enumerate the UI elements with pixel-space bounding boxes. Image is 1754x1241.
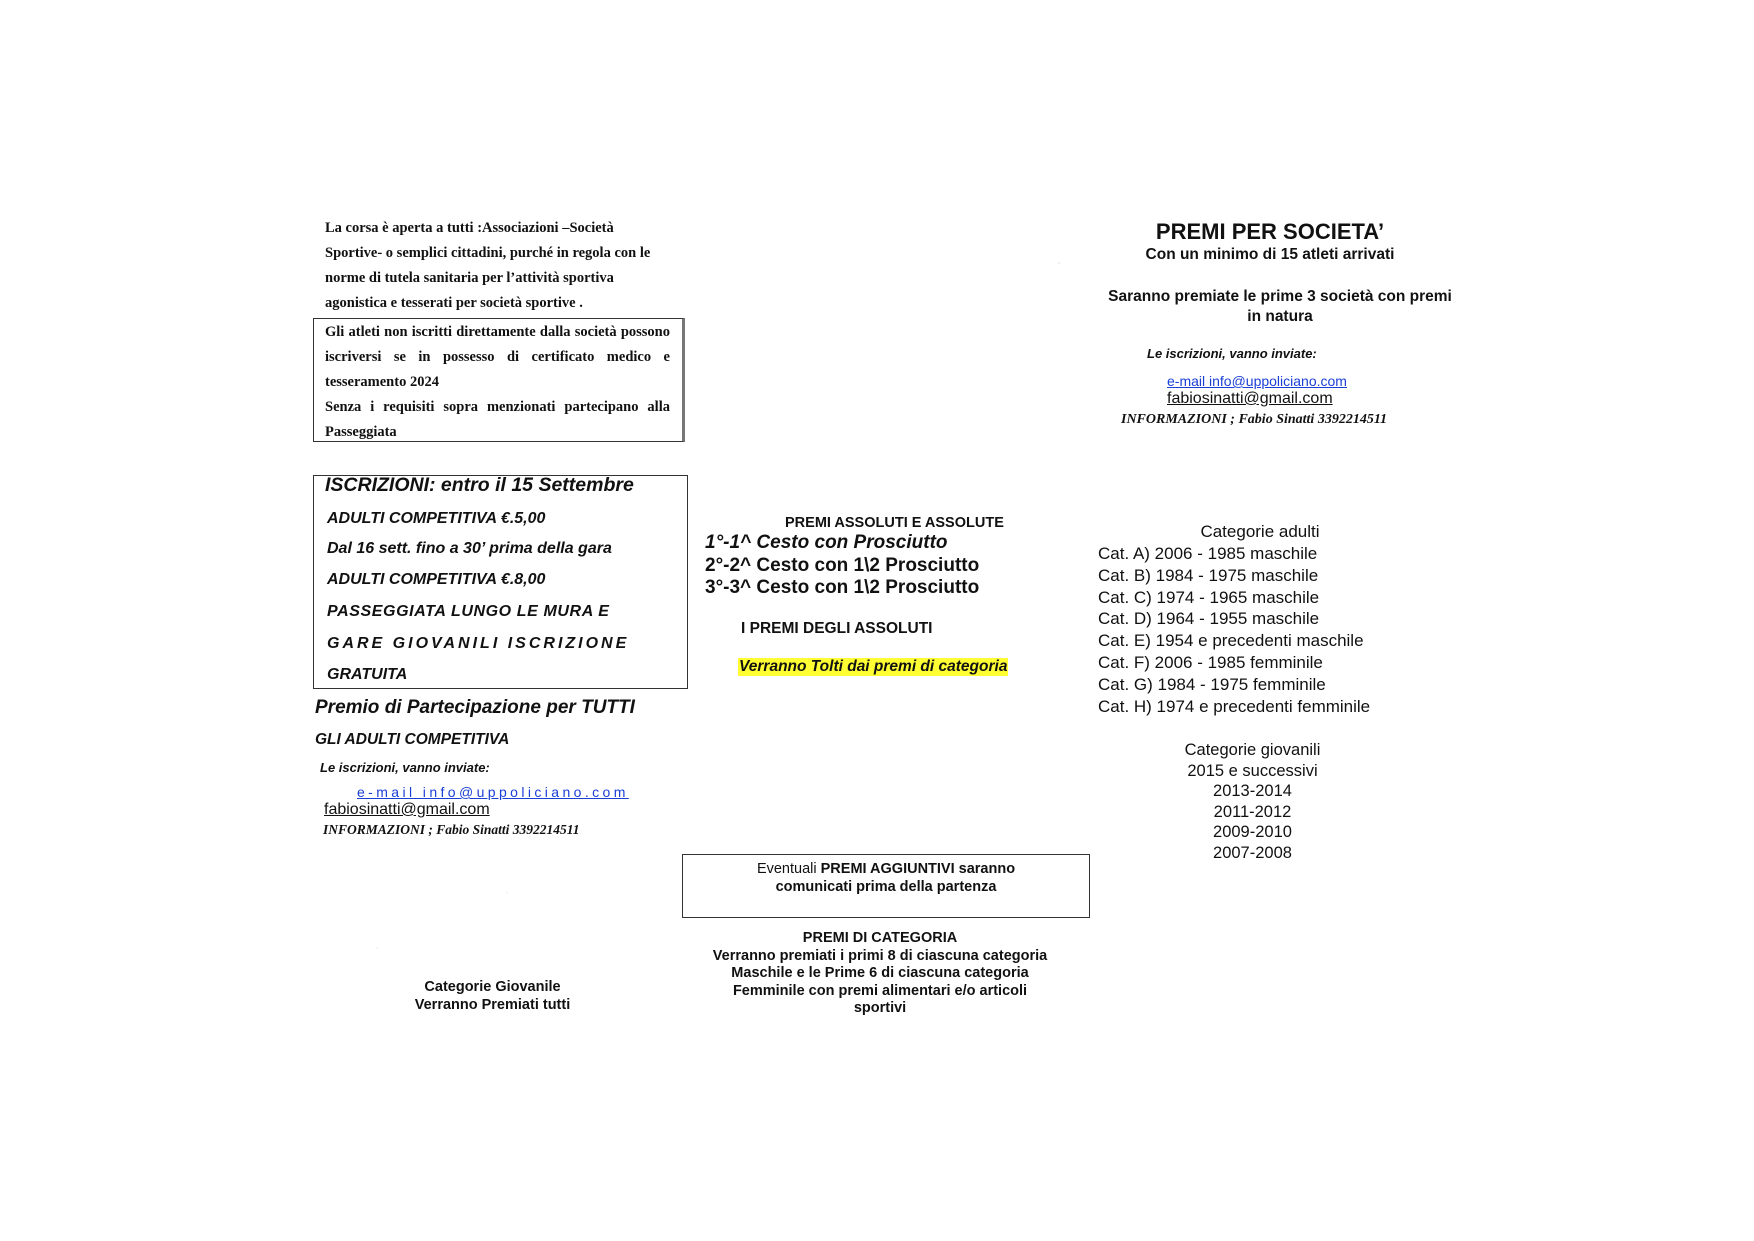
youth-categories-title: Categorie giovanili (1184, 741, 1321, 759)
iscrizioni-inviate-label: Le iscrizioni, vanno inviate: (320, 760, 490, 775)
category-prizes-title: PREMI DI CATEGORIA (802, 930, 958, 946)
iscrizioni-line: GRATUITA (327, 666, 408, 683)
intro-paragraph: La corsa è aperta a tutti :Associazioni –Società Sportive- o semplici cittadini, purché in regola con le norme di tutela sanitaria per l’attività sportiva agonistica e tesserati per società sportive . (325, 220, 651, 311)
society-prizes-title: PREMI PER SOCIETA’ (1155, 219, 1385, 244)
requirements-paragraph: Gli atleti non iscritti direttamente dalla società possono iscriversi se in possesso di certificato medico e tesseramento 2024 (325, 324, 670, 390)
category-prizes-block (690, 930, 1070, 1018)
requirements-note: Senza i requisiti sopra menzionati partecipano alla Passeggiata (325, 399, 670, 440)
faint-mark: · (375, 940, 379, 954)
extra-prizes-prefix: Eventuali (756, 861, 821, 877)
iscrizioni-line: ADULTI COMPETITIVA €.5,00 (327, 510, 546, 527)
youth-categories-block (1100, 740, 1405, 863)
youth-category: 2015 e successivi (1187, 761, 1318, 780)
contact-info: INFORMAZIONI ; Fabio Sinatti 3392214511 (1121, 412, 1388, 427)
extra-prizes-line (700, 860, 1072, 878)
email-link[interactable]: e-mail info@uppoliciano.com (357, 784, 629, 800)
adult-category: Cat. F) 2006 - 1985 femminile (1098, 653, 1323, 672)
youth-category: 2011-2012 (1213, 802, 1292, 821)
category-prizes-text: Verranno premiati i primi 8 di ciascuna categoria Maschile e le Prime 6 di ciascuna categoria Femminile con premi alimentari e/o articoli sportivi (712, 947, 1048, 1016)
absolute-prize-line: 3°-3^ Cesto con 1\2 Prosciutto (705, 577, 980, 598)
adult-category: Cat. B) 1984 - 1975 maschile (1098, 566, 1319, 585)
adult-category: Cat. H) 1974 e precedenti femminile (1098, 697, 1371, 716)
society-prizes-note: Saranno premiate le prime 3 società con premi in natura (1108, 288, 1452, 325)
adult-category: Cat. E) 1954 e precedenti maschile (1098, 631, 1364, 650)
iscrizioni-title: ISCRIZIONI: entro il 15 Settembre (325, 474, 634, 496)
youth-category: 2009-2010 (1213, 823, 1292, 841)
requirements-text (325, 320, 670, 445)
extra-prizes-text (700, 860, 1072, 896)
email-link[interactable]: e-mail info@uppoliciano.com (1167, 373, 1347, 389)
contact-info: INFORMAZIONI ; Fabio Sinatti 3392214511 (323, 822, 580, 837)
adult-category: Cat. G) 1984 - 1975 femminile (1098, 675, 1326, 694)
adult-category: Cat. A) 2006 - 1985 maschile (1098, 544, 1318, 563)
faint-mark: - (1057, 255, 1061, 269)
absolute-prizes-note: I PREMI DEGLI ASSOLUTI (741, 620, 933, 637)
extra-prizes-bold: PREMI AGGIUNTIVI saranno (820, 861, 1016, 877)
iscrizioni-inviate-label: Le iscrizioni, vanno inviate: (1147, 346, 1317, 361)
youth-category: 2013-2014 (1213, 782, 1292, 800)
adult-categories-title: Categorie adulti (1200, 522, 1320, 541)
youth-categories-subtitle: Verranno Premiati tutti (414, 997, 571, 1013)
absolute-prizes-title: PREMI ASSOLUTI E ASSOLUTE (785, 515, 1004, 531)
participation-subtitle: GLI ADULTI COMPETITIVA (315, 731, 510, 748)
adult-category: Cat. C) 1974 - 1965 maschile (1098, 588, 1320, 607)
absolute-prize-line: 1°-1^ Cesto con Prosciutto (705, 532, 948, 553)
gmail-link[interactable]: fabiosinatti@gmail.com (324, 801, 490, 818)
youth-category: 2007-2008 (1213, 843, 1292, 862)
gmail-link[interactable]: fabiosinatti@gmail.com (1167, 390, 1333, 407)
youth-categories-title: Categorie Giovanile (424, 979, 561, 995)
society-prizes-subtitle: Con un minimo di 15 atleti arrivati (1145, 246, 1395, 263)
highlighted-note: Verranno Tolti dai premi di categoria (739, 658, 1008, 675)
iscrizioni-line: Dal 16 sett. fino a 30’ prima della gara (327, 540, 612, 557)
participation-title: Premio di Partecipazione per TUTTI (315, 697, 635, 718)
absolute-prize-line: 2°-2^ Cesto con 1\2 Prosciutto (705, 555, 980, 576)
faint-mark: · (505, 885, 509, 899)
extra-prizes-line2: comunicati prima della partenza (775, 879, 997, 895)
iscrizioni-line: GARE GIOVANILI ISCRIZIONE (327, 635, 630, 652)
iscrizioni-line: ADULTI COMPETITIVA €.8,00 (327, 571, 546, 588)
iscrizioni-line: PASSEGGIATA LUNGO LE MURA E (327, 603, 610, 620)
adult-category: Cat. D) 1964 - 1955 maschile (1098, 609, 1320, 628)
